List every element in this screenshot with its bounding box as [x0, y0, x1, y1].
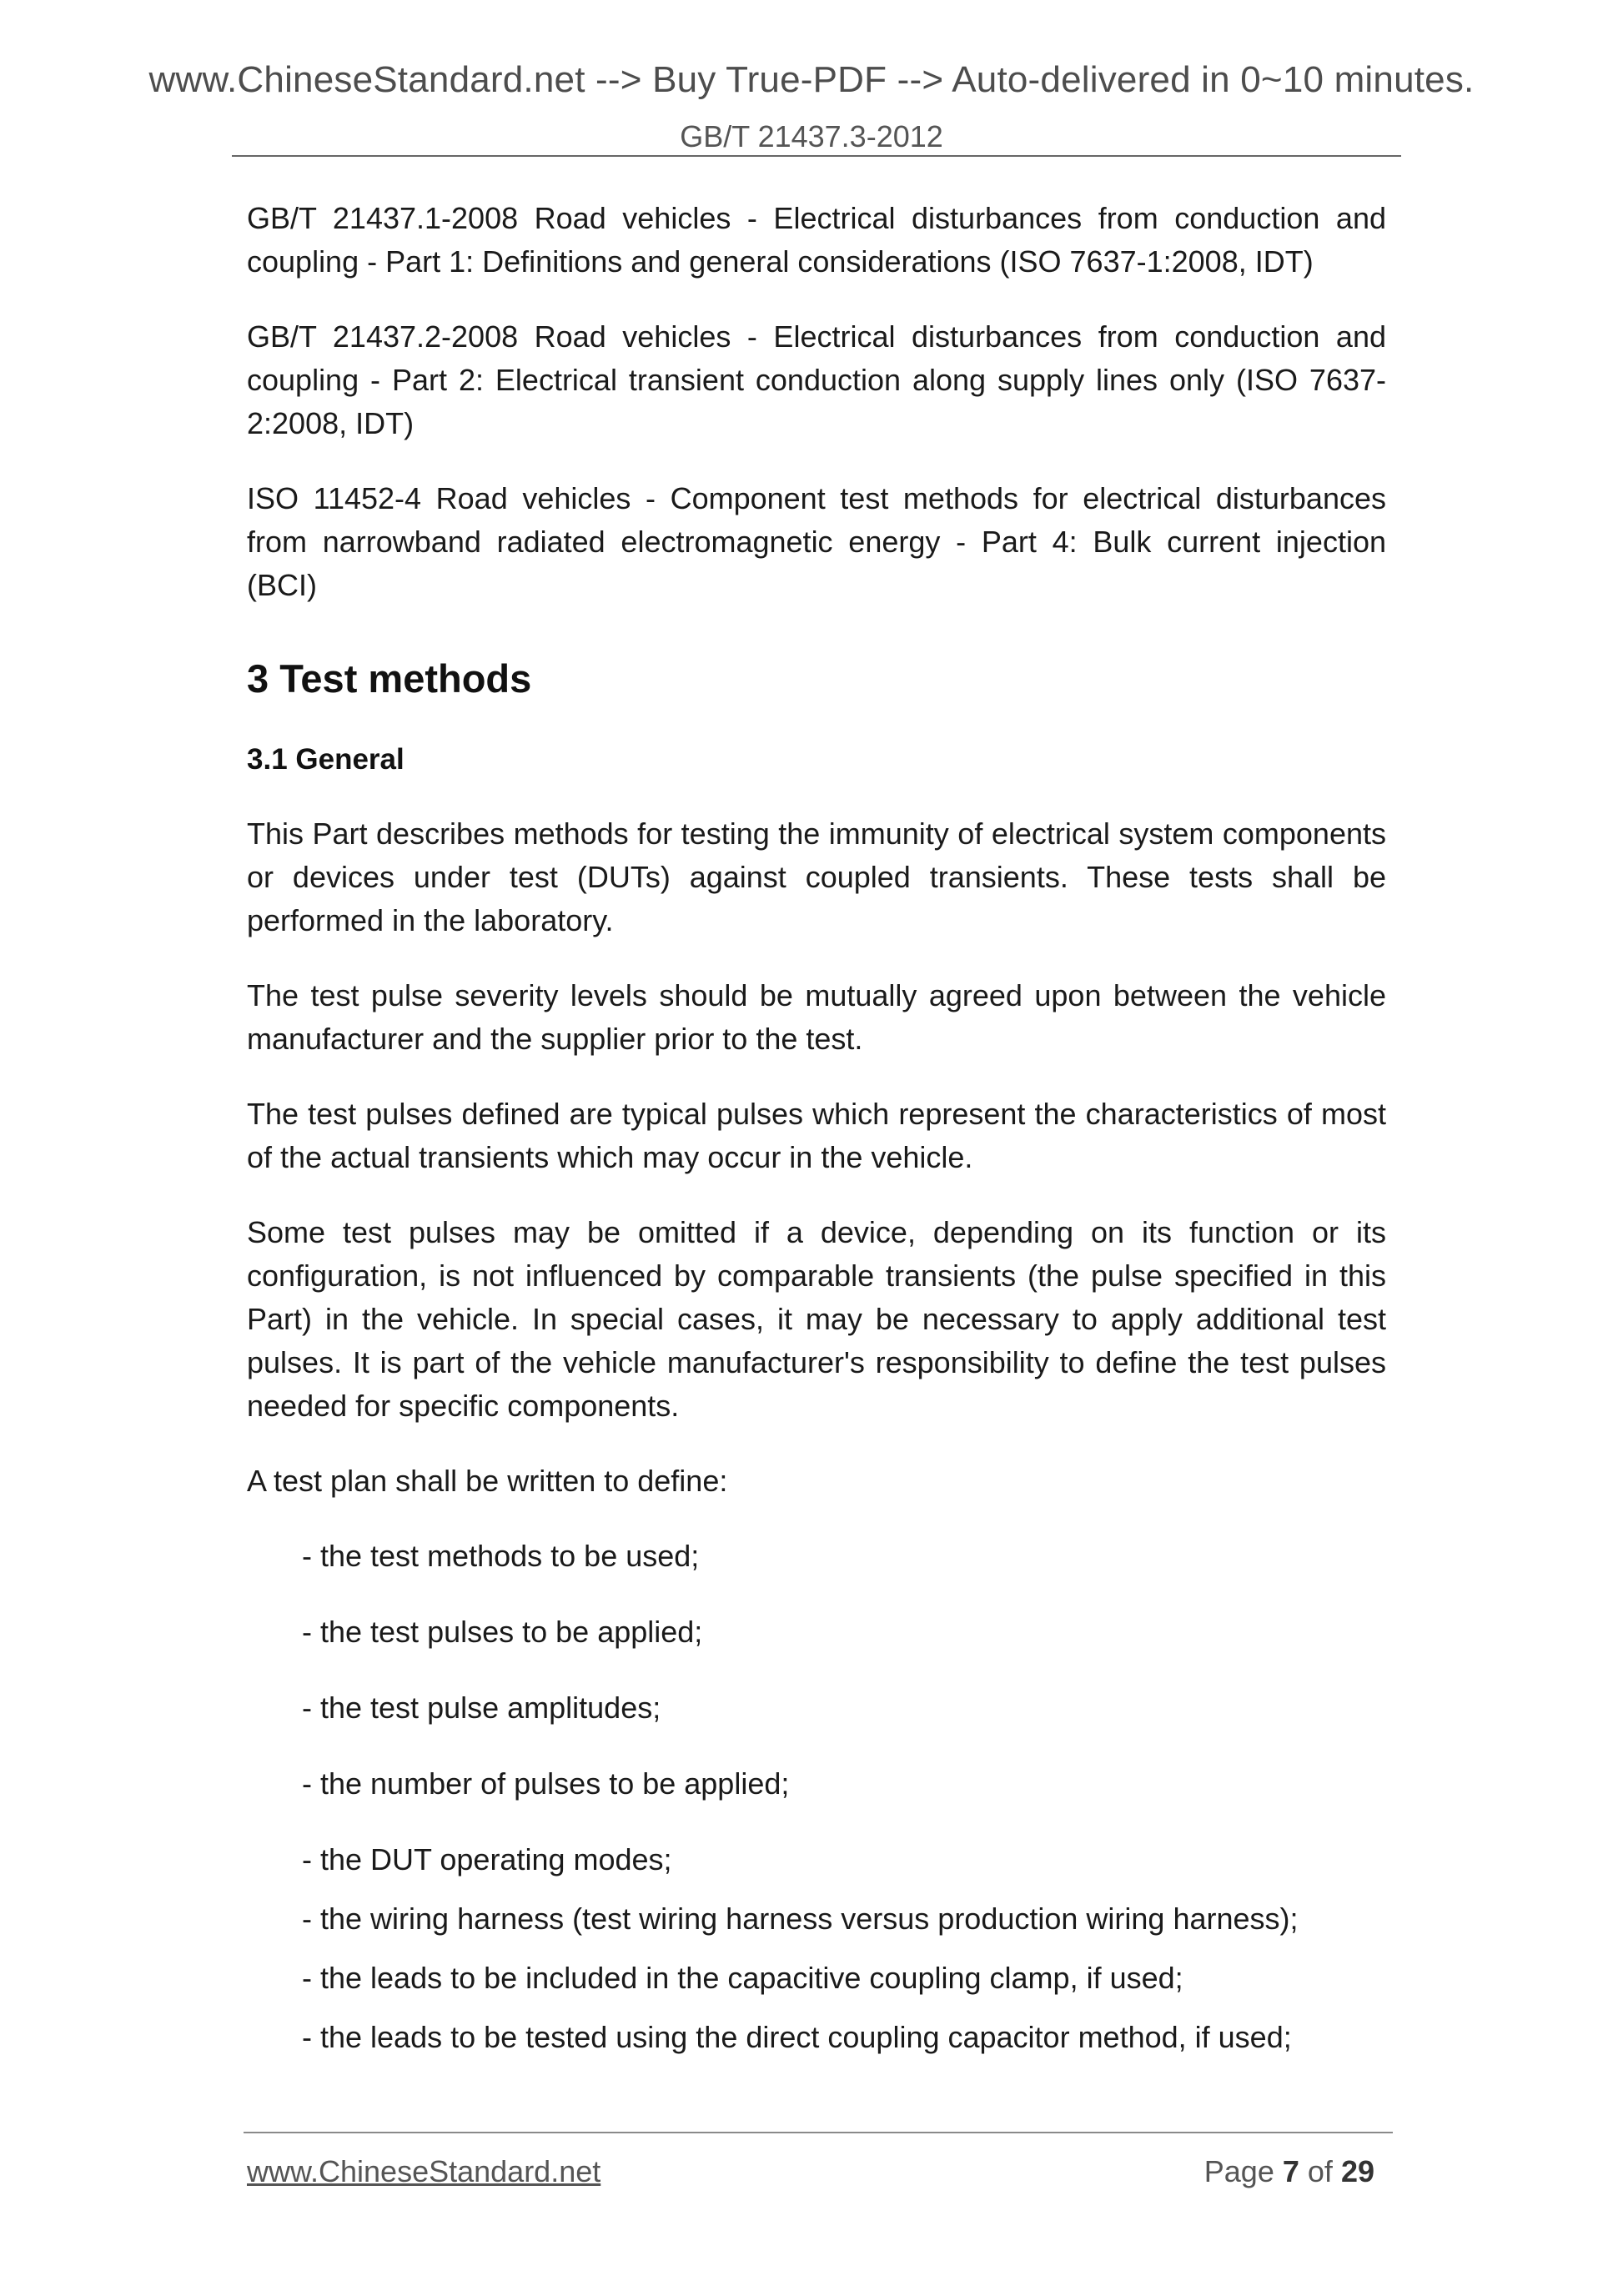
page-label: Page: [1203, 2154, 1274, 2188]
subsection-title: 3.1 General: [247, 742, 404, 776]
paragraph-omitted-pulses: Some test pulses may be omitted if a device, depending on its function or its configuration, is not influenced by comparable transients (the pulse specified in this Part) in the vehicle. In special cases, it may be necessary to apply additional test pulses. It is part of the vehicle manufacturer's responsibility to define the test pulses needed for specific components.: [247, 1215, 1386, 1424]
list-item: - the number of pulses to be applied;: [302, 1766, 790, 1801]
reference-gbt-21437-2: GB/T 21437.2-2008 Road vehicles - Electrical disturbances from conduction and coupling - Part 2: Electrical transient conduction along supply lines only (ISO 7637-2:2008, IDT): [247, 319, 1386, 440]
list-item: - the test pulse amplitudes;: [302, 1691, 661, 1726]
footer-divider: [244, 2132, 1393, 2133]
list-item: - the DUT operating modes;: [302, 1842, 672, 1877]
reference-gbt-21437-1: GB/T 21437.1-2008 Road vehicles - Electrical disturbances from conduction and coupling - Part 1: Definitions and general considerations (ISO 7637-1:2008, IDT): [247, 201, 1386, 279]
test-plan-list: [247, 1535, 1386, 2059]
section-title: 3 Test methods: [247, 656, 532, 701]
paragraph-typical-pulses: The test pulses defined are typical pulses which represent the characteristics of most of the actual transients which may occur in the vehicle.: [247, 1097, 1386, 1175]
header-divider: [232, 155, 1401, 157]
reference-iso-11452-4: ISO 11452-4 Road vehicles - Component test methods for electrical disturbances from narrowband radiated electromagnetic energy - Part 4: Bulk current injection (BCI): [247, 481, 1386, 602]
paragraph-test-plan-intro: A test plan shall be written to define:: [247, 1464, 728, 1499]
list-item: - the leads to be tested using the direct coupling capacitor method, if used;: [302, 2020, 1292, 2055]
standard-number: GB/T 21437.3-2012: [680, 119, 943, 153]
page-number: [1204, 2153, 1374, 2189]
header-banner: www.ChineseStandard.net --> Buy True-PDF --> Auto-delivered in 0~10 minutes.: [148, 59, 1475, 100]
footer-site-link[interactable]: www.ChineseStandard.net: [247, 2154, 601, 2188]
list-item: - the wiring harness (test wiring harness versus production wiring harness);: [302, 1902, 1299, 1937]
list-item: - the leads to be included in the capacitive coupling clamp, if used;: [302, 1961, 1183, 1996]
list-item: - the test pulses to be applied;: [302, 1615, 703, 1650]
page-content: [247, 197, 1386, 2075]
paragraph-severity: The test pulse severity levels should be mutually agreed upon between the vehicle manufacturer and the supplier prior to the test.: [247, 978, 1386, 1057]
list-item: - the test methods to be used;: [302, 1539, 700, 1574]
page-of-label: of: [1307, 2154, 1333, 2188]
page-current: 7: [1282, 2154, 1299, 2188]
page-total: 29: [1340, 2154, 1374, 2188]
paragraph-scope: This Part describes methods for testing the immunity of electrical system components or devices under test (DUTs) against coupled transients. These tests shall be performed in the laboratory.: [247, 816, 1386, 938]
